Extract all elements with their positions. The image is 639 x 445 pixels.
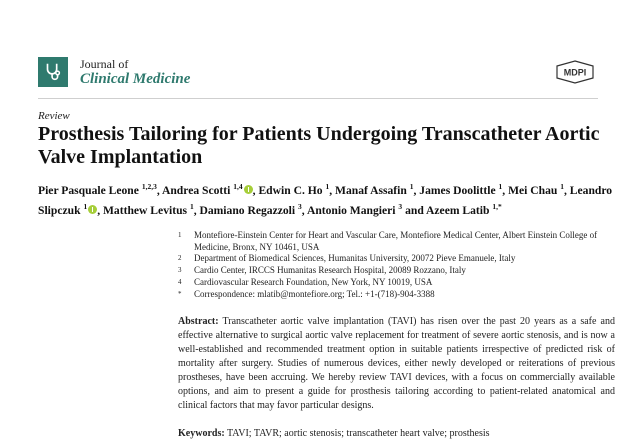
author[interactable] [426,201,502,217]
author-separator: , [301,203,307,217]
author-name: Mei Chau [508,183,558,197]
article-title: Prosthesis Tailoring for Patients Undergoing Transcatheter Aortic Valve Implantation [38,123,600,168]
author-name: Antonio Mangieri [306,203,396,217]
author-name: Pier Pasquale Leone [38,183,139,197]
affiliation-text: Cardio Center, IRCCS Humanitas Research Hospital, 20089 Rozzano, Italy [194,265,466,276]
journal-name[interactable] [80,57,190,88]
affiliation-mark: * [178,289,182,298]
article-type: Review [38,110,70,122]
affiliation-text: Department of Biomedical Sciences, Humanitas University, 20072 Pieve Emanuele, Italy [194,253,516,264]
affiliation-item [178,289,618,301]
orcid-icon[interactable] [88,205,97,214]
author-affiliation-mark: 3 [298,201,302,211]
abstract-label: Abstract: [178,316,219,327]
author-affiliation-mark: 1,2,3 [141,182,157,191]
journal-prefix: Journal of [80,57,129,71]
affiliation-item [178,230,618,253]
abstract [178,315,615,413]
author-affiliation-mark: 1 [409,182,414,191]
author[interactable] [335,184,413,197]
author-separator: , [193,203,200,217]
header-divider [38,98,598,99]
mdpi-logo[interactable] [555,60,595,84]
affiliation-text: Cardiovascular Research Foundation, New York, NY 10019, USA [194,276,433,287]
author-separator: and [402,203,427,217]
author-separator: , [502,183,509,197]
journal-logo [38,57,68,87]
author-affiliation-mark: 1,4 [233,182,243,191]
author-separator: , [413,183,420,197]
journal-title: Clinical Medicine [80,71,191,87]
affiliation-item [178,265,618,277]
author[interactable] [162,184,253,197]
stethoscope-icon [42,61,64,83]
author-name: James Doolittle [419,183,496,197]
keywords-text: TAVI; TAVR; aortic stenosis; transcatheter heart valve; prosthesis [227,428,490,439]
author[interactable] [508,184,564,197]
author-name: Andrea Scotti [161,183,231,197]
author-separator: , [564,183,570,197]
author-name: Edwin C. Ho [258,183,323,197]
author-affiliation-mark: 1 [325,182,330,191]
author-affiliation-mark: 1,* [492,201,502,211]
author-name: Azeem Latib [426,203,490,217]
affiliation-text: Correspondence: mlatib@montefiore.org; Tel.: +1-(718)-904-3388 [194,288,435,299]
author-name: Manaf Assafin [335,183,407,197]
author[interactable] [199,201,302,217]
author-list [38,179,628,219]
author-affiliation-mark: 1 [560,182,564,191]
affiliation-mark: 3 [178,266,182,275]
author-separator: , [156,183,162,197]
author-name: Leandro Slipczuk [38,183,613,217]
mdpi-logo-icon [555,60,595,84]
abstract-text: Transcatheter aortic valve implantation (TAVI) has risen over the past 20 years as a safe and effective alternative to surgical aortic valve replacement for treatment of severe aortic stenosis, and is now a well-established and recommended treatment option in suitable patients irrespective of predicted risk of mortality after surgery. Studies of numerous devices, either newly developed or reiterations of previous prostheses, have been accruing. We hereby review TAVI devices, with a focus on commercially available options, and aim to present a guide for prosthesis tailoring according to patient-related anatomical and clinical factors that may favor particular designs. [178,316,615,411]
publisher-name: MDPI [563,67,587,78]
affiliation-item [178,253,618,265]
orcid-icon[interactable] [244,185,253,194]
author-separator: , [329,183,336,197]
author[interactable] [102,201,194,217]
author[interactable] [419,184,502,197]
keywords-label: Keywords: [178,428,225,439]
author-affiliation-mark: 1 [189,201,194,211]
author[interactable] [258,184,329,197]
affiliation-item [178,277,618,289]
keywords [178,427,615,441]
author-affiliation-mark: 1 [83,201,88,211]
affiliation-mark: 1 [178,231,182,239]
author[interactable] [306,201,403,217]
author-separator: , [97,203,103,217]
author-affiliation-mark: 3 [398,201,403,211]
affiliation-list [178,230,618,300]
author-name: Matthew Levitus [102,203,188,217]
affiliation-text: Montefiore-Einstein Center for Heart and Vascular Care, Montefiore Medical Center, Albert Einstein College of Medicine, Bronx, NY 10461, USA [194,230,598,252]
author-affiliation-mark: 1 [498,182,503,191]
author-name: Damiano Regazzoli [199,203,296,217]
affiliation-mark: 2 [178,254,182,263]
author-separator: , [252,183,259,197]
author[interactable] [38,184,157,197]
affiliation-mark: 4 [178,277,182,286]
